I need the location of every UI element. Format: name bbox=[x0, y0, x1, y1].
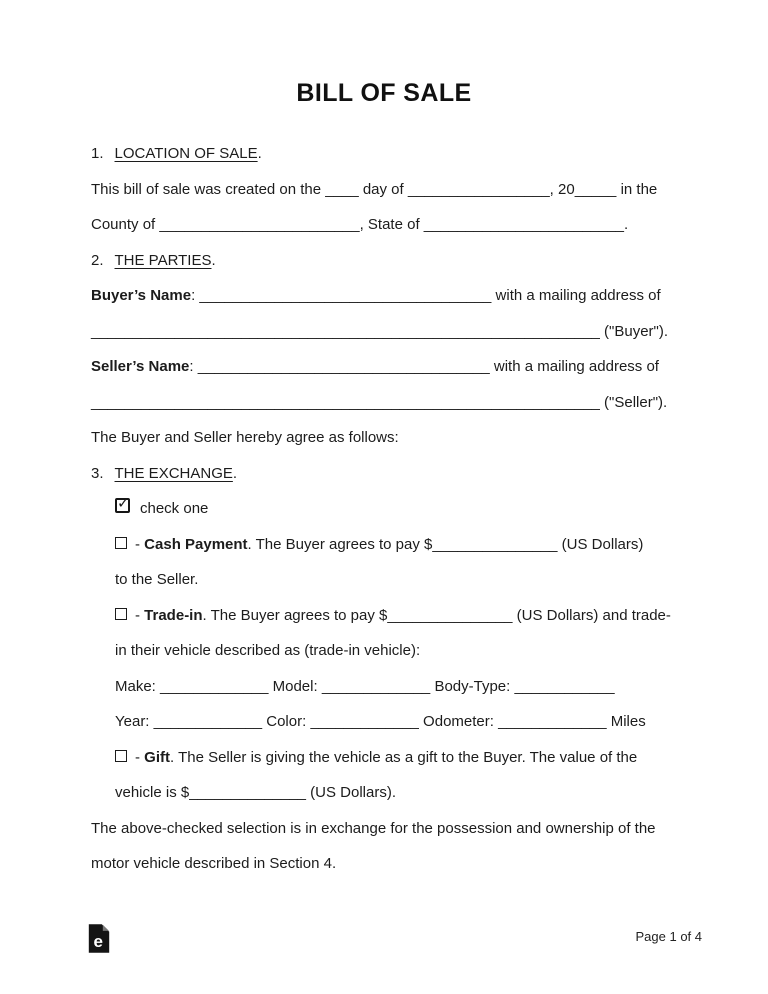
section1-heading bbox=[91, 136, 691, 172]
section2-number: 2. bbox=[91, 251, 104, 269]
seller-name-line bbox=[91, 349, 691, 385]
buyer-name-line bbox=[91, 278, 691, 314]
county-state-line: County of ________________________, State of ________________________. bbox=[91, 216, 629, 233]
section2-heading-period: . bbox=[211, 251, 216, 269]
check-one-label: check one bbox=[140, 500, 209, 517]
gift-option-text: . The Seller is giving the vehicle as a gift to the Buyer. The value of the bbox=[170, 748, 638, 766]
cash-option-continuation: to the Seller. bbox=[115, 571, 199, 588]
eforms-logo bbox=[88, 923, 110, 954]
closing-line-2: motor vehicle described in Section 4. bbox=[91, 855, 337, 872]
tradein-continuation: in their vehicle described as (trade-in vehicle): bbox=[115, 642, 421, 659]
tradein-option-text: . The Buyer agrees to pay $_______________ (US Dollars) and trade- bbox=[202, 606, 671, 624]
section3-number: 3. bbox=[91, 464, 104, 482]
agreement-line: The Buyer and Seller hereby agree as follows: bbox=[91, 429, 399, 446]
section3-heading bbox=[91, 456, 691, 492]
cash-option-line bbox=[91, 527, 691, 563]
section3-heading-period: . bbox=[232, 464, 238, 482]
seller-name-label: Seller’s Name bbox=[91, 358, 190, 375]
cash-dash: - bbox=[135, 535, 145, 553]
cash-option-label: Cash Payment bbox=[144, 535, 248, 553]
cash-option-text: . The Buyer agrees to pay $_______________ (US Dollars) bbox=[247, 535, 644, 553]
section1-heading-period: . bbox=[257, 145, 262, 162]
page-number: Page 1 of 4 bbox=[635, 929, 702, 944]
tradein-dash: - bbox=[135, 606, 145, 624]
cash-checkbox[interactable] bbox=[115, 537, 127, 549]
buyer-address-line: _____________________________________________________________ ("Buyer"). bbox=[91, 322, 669, 340]
document-body bbox=[91, 136, 691, 882]
tradein-checkbox[interactable] bbox=[115, 608, 127, 620]
logo-letter: e bbox=[93, 932, 103, 951]
gift-option-line bbox=[91, 740, 691, 776]
section1-heading-text: LOCATION OF SALE bbox=[114, 145, 258, 162]
seller-address-line: _____________________________________________________________ ("Seller"). bbox=[91, 393, 668, 411]
sale-date-line: This bill of sale was created on the ____ day of _________________, 20_____ in the bbox=[91, 180, 658, 198]
seller-name-blank: : ___________________________________ with a mailing address of bbox=[189, 358, 659, 375]
section1-number: 1. bbox=[91, 145, 104, 162]
section2-heading bbox=[91, 243, 691, 279]
closing-line-1: The above-checked selection is in exchange for the possession and ownership of the bbox=[91, 819, 656, 837]
tradein-option-label: Trade-in bbox=[144, 606, 203, 624]
buyer-name-label: Buyer’s Name bbox=[91, 287, 192, 304]
buyer-name-blank: : ___________________________________ with a mailing address of bbox=[191, 287, 661, 304]
section2-heading-text: THE PARTIES bbox=[114, 251, 212, 269]
tradein-option-line bbox=[91, 598, 691, 634]
folded-corner-icon bbox=[103, 925, 109, 931]
check-icon: ✓ bbox=[117, 494, 130, 512]
gift-option-label: Gift bbox=[144, 748, 170, 766]
gift-dash: - bbox=[135, 748, 145, 766]
document-title: BILL OF SALE bbox=[296, 79, 472, 107]
tradein-year-line: Year: _____________ Color: _____________ Odometer: _____________ Miles bbox=[115, 713, 646, 730]
check-one-line bbox=[91, 491, 691, 527]
gift-checkbox[interactable] bbox=[115, 750, 127, 762]
tradein-make-line: Make: _____________ Model: _____________ Body-Type: ____________ bbox=[115, 677, 615, 695]
gift-continuation: vehicle is $______________ (US Dollars). bbox=[115, 784, 397, 801]
checked-checkbox-icon bbox=[115, 494, 130, 513]
section3-heading-text: THE EXCHANGE bbox=[114, 464, 233, 482]
